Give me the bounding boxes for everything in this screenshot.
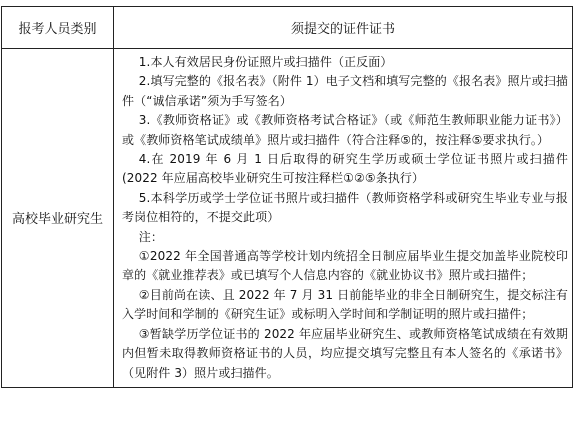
requirement-item-2: 2.填写完整的《报名表》（附件 1）电子文档和填写完整的《报名表》照片或扫描件（“诚信承诺”须为手写签名）	[122, 74, 568, 108]
header-category: 报考人员类别	[2, 7, 114, 49]
requirements-table	[1, 6, 573, 388]
header-row	[2, 7, 573, 49]
documents-cell	[114, 49, 573, 388]
requirement-item-1: 1.本人有效居民身份证照片或扫描件（正反面）	[138, 55, 393, 69]
note-item-3: ③暂缺学历学位证书的 2022 年应届毕业研究生、或教师资格笔试成绩在有效期内但暂未取得教师资格证书的人员，均应提交填写完整且有本人签名的《承诺书》（见附件 3）照片或扫描件。	[122, 326, 568, 380]
notes-heading: 注：	[138, 229, 163, 244]
requirement-item-5: 5.本科学历或学士学位证书照片或扫描件（教师资格学科或研究生毕业专业与报考岗位相符的，不提交此项）	[122, 190, 568, 225]
table-row	[2, 49, 573, 388]
note-item-2: ②目前尚在读、且 2022 年 7 月 31 日前能毕业的非全日制研究生，提交标注有入学时间和学制的《研究生证》或标明入学时间和学制证明的照片或扫描件；	[122, 287, 568, 322]
category-cell: 高校毕业研究生	[2, 49, 114, 388]
requirement-item-3: 3.《教师资格证》或《教师资格考试合格证》（或《师范生教师职业能力证书》）或《教师资格笔试成绩单》照片或扫描件（符合注释⑤的，按注释⑤要求执行。）	[122, 113, 568, 147]
note-item-1: ①2022 年全国普通高等学校计划内统招全日制应届毕业生提交加盖毕业院校印章的《就业推荐表》或已填写个人信息内容的《就业协议书》照片或扫描件；	[122, 249, 568, 283]
header-documents: 须提交的证件证书	[114, 7, 573, 49]
requirement-item-4: 4.在 2019 年 6 月 1 日后取得的研究生学历或硕士学位证书照片或扫描件(2022 年应届高校毕业研究生可按注释栏①②⑤条执行）	[122, 152, 568, 186]
